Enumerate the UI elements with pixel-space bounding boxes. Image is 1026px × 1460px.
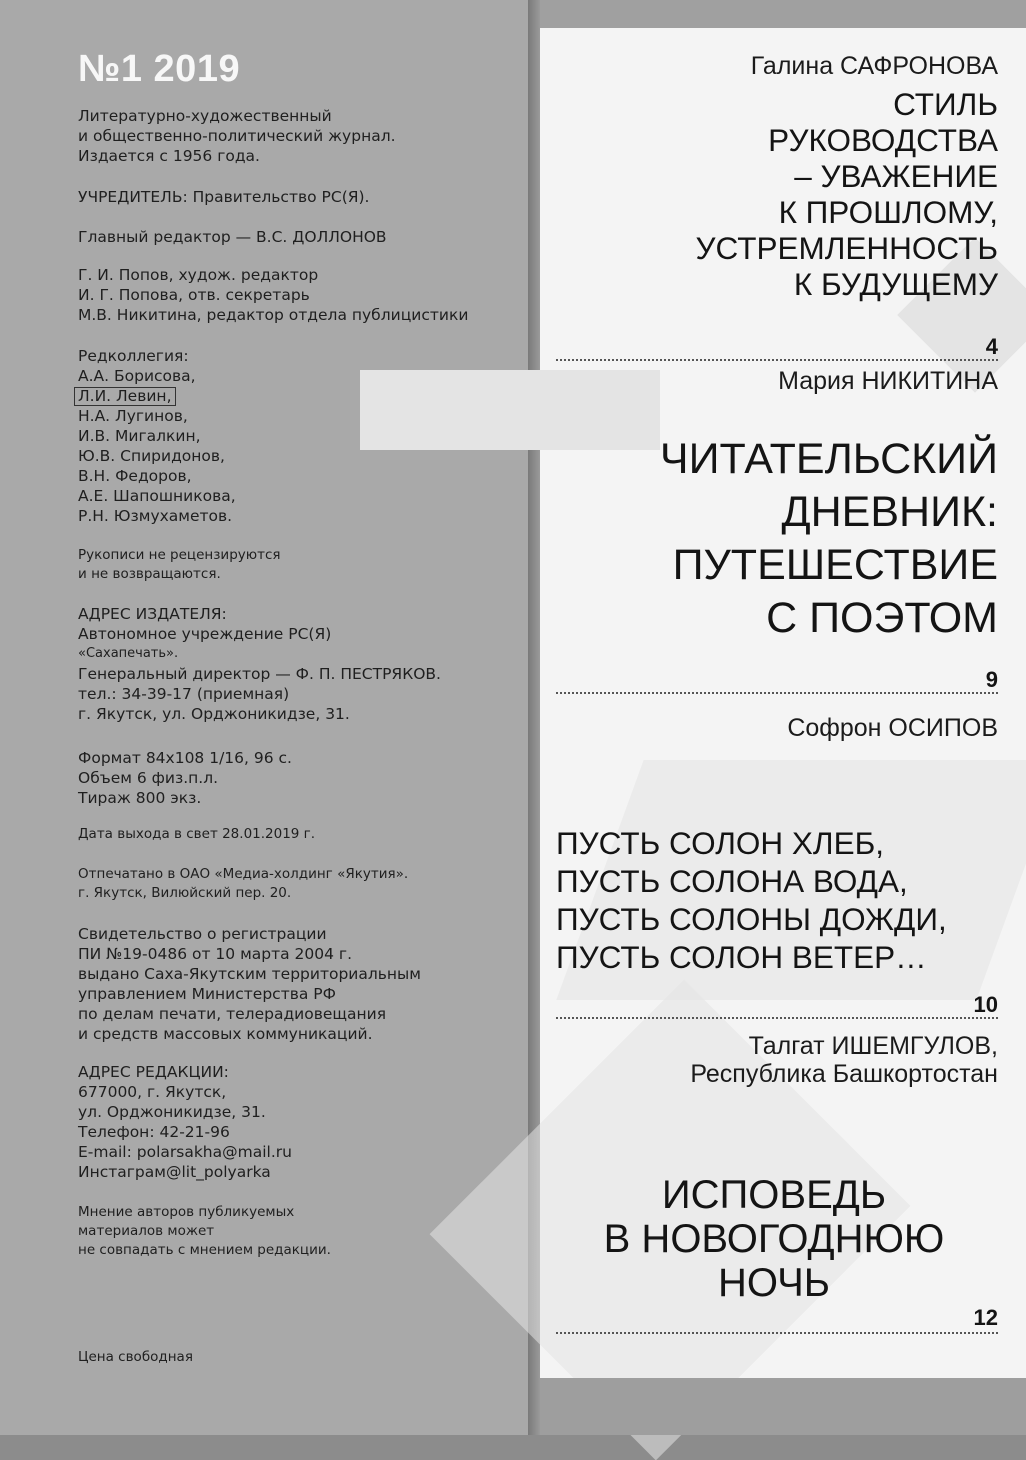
board-member: А.Е. Шапошникова, <box>78 487 236 505</box>
publisher-line: г. Якутск, ул. Орджоникидзе, 31. <box>78 705 350 723</box>
founder-text: УЧРЕДИТЕЛЬ: Правительство РС(Я). <box>78 188 370 206</box>
chief-editor-text: Главный редактор — В.С. ДОЛЛОНОВ <box>78 228 387 246</box>
page-number: 10 <box>973 992 998 1017</box>
board-member: И.В. Мигалкин, <box>78 427 201 445</box>
founder <box>78 187 369 207</box>
article-author: Мария НИКИТИНА <box>778 367 998 395</box>
page-top-edge <box>540 0 1026 28</box>
article-title <box>556 824 947 976</box>
description-line: Литературно-художественный <box>78 107 332 125</box>
title-line: ЧИТАТЕЛЬСКИЙ <box>659 435 998 483</box>
dotted-leader <box>556 1332 998 1334</box>
price-text: Цена свободная <box>78 1349 193 1365</box>
author-location: Республика Башкортостан <box>690 1060 998 1088</box>
article-author <box>690 1032 998 1088</box>
registration-line: ПИ №19-0486 от 10 марта 2004 г. <box>78 945 353 963</box>
journal-description <box>78 106 396 166</box>
note-line: и не возвращаются. <box>78 566 221 582</box>
dotted-leader <box>556 692 998 694</box>
publisher-line: АДРЕС ИЗДАТЕЛЯ: <box>78 605 227 623</box>
disclaimer-line: не совпадать с мнением редакции. <box>78 1242 331 1258</box>
article-title <box>695 86 998 302</box>
title-line: К ПРОШЛОМУ, <box>778 194 998 230</box>
title-line: ИСПОВЕДЬ <box>661 1173 887 1217</box>
article-title <box>574 1173 974 1305</box>
board-member: А.А. Борисова, <box>78 367 196 385</box>
description-line: и общественно-политический журнал. <box>78 127 396 145</box>
page-number: 9 <box>985 667 998 692</box>
board-member: Ю.В. Спиридонов, <box>78 447 225 465</box>
editorial-address <box>78 1062 292 1182</box>
instagram-text: Инстаграм@lit_polyarka <box>78 1163 271 1181</box>
title-line: ПУТЕШЕСТВИЕ <box>672 541 998 589</box>
disclaimer-line: материалов может <box>78 1223 215 1239</box>
title-line: ПУСТЬ СОЛОН ВЕТЕР… <box>556 939 927 975</box>
publisher-line: Автономное учреждение РС(Я) <box>78 625 332 643</box>
publisher-line: «Сахапечать». <box>78 646 179 661</box>
registration-line: управлением Министерства РФ <box>78 985 336 1003</box>
title-line: СТИЛЬ <box>893 86 998 122</box>
editorial-line: Телефон: 42-21-96 <box>78 1123 230 1141</box>
title-line: ПУСТЬ СОЛОНА ВОДА, <box>556 863 908 899</box>
disclaimer-line: Мнение авторов публикуемых <box>78 1204 295 1220</box>
editorial-line: 677000, г. Якутск, <box>78 1083 227 1101</box>
title-line: ПУСТЬ СОЛОНЫ ДОЖДИ, <box>556 901 947 937</box>
title-line: ДНЕВНИК: <box>781 488 998 536</box>
editorial-board <box>78 346 236 526</box>
publisher-line: тел.: 34-39-17 (приемная) <box>78 685 290 703</box>
board-title: Редколлегия: <box>78 347 189 365</box>
title-line: К БУДУЩЕМУ <box>793 266 998 302</box>
printed-line: Отпечатано в ОАО «Медиа-холдинг «Якутия». <box>78 866 409 882</box>
board-member-boxed: Л.И. Левин, <box>74 387 176 406</box>
staff-item: М.В. Никитина, редактор отдела публицистики <box>78 306 469 324</box>
registration-line: по делам печати, телерадиовещания <box>78 1005 387 1023</box>
title-line: УСТРЕМЛЕННОСТЬ <box>695 230 998 266</box>
format-line: Тираж 800 экз. <box>78 789 202 807</box>
chief-editor <box>78 227 387 247</box>
page-number: 12 <box>973 1305 998 1330</box>
title-line: ПУСТЬ СОЛОН ХЛЕБ, <box>556 825 885 861</box>
title-line: НОЧЬ <box>717 1261 831 1305</box>
dotted-leader <box>556 1017 998 1019</box>
board-member: В.Н. Федоров, <box>78 467 192 485</box>
staff-item: Г. И. Попов, худож. редактор <box>78 266 319 284</box>
email-text: E-mail: polarsakha@mail.ru <box>78 1143 292 1161</box>
registration-info <box>78 924 421 1044</box>
format-line: Объем 6 физ.п.л. <box>78 769 219 787</box>
staff-list <box>78 265 468 325</box>
title-line: С ПОЭТОМ <box>766 594 998 642</box>
price <box>78 1348 193 1367</box>
manuscripts-note <box>78 546 281 584</box>
dotted-leader <box>556 359 998 361</box>
board-member: Н.А. Лугинов, <box>78 407 188 425</box>
page-bottom-edge <box>540 1378 1026 1435</box>
format-info <box>78 748 292 808</box>
staff-item: И. Г. Попова, отв. секретарь <box>78 286 310 304</box>
registration-line: Свидетельство о регистрации <box>78 925 327 943</box>
title-line: – УВАЖЕНИЕ <box>794 158 998 194</box>
registration-line: и средств массовых коммуникаций. <box>78 1025 373 1043</box>
author-line: Талгат ИШЕМГУЛОВ, <box>748 1032 998 1060</box>
title-line: РУКОВОДСТВА <box>768 122 998 158</box>
page-number: 4 <box>985 334 998 359</box>
editorial-line: ул. Орджоникидзе, 31. <box>78 1103 266 1121</box>
format-line: Формат 84х108 1/16, 96 с. <box>78 749 292 767</box>
title-line: В НОВОГОДНЮЮ <box>603 1217 945 1261</box>
article-author: Софрон ОСИПОВ <box>787 714 998 742</box>
issue-number: №1 2019 <box>78 48 241 90</box>
article-title <box>660 433 998 645</box>
publisher-address <box>78 604 441 724</box>
article-author: Галина САФРОНОВА <box>750 52 998 80</box>
registration-line: выдано Саха-Якутским территориальным <box>78 965 421 983</box>
editorial-line: АДРЕС РЕДАКЦИИ: <box>78 1063 229 1081</box>
release-date <box>78 825 315 844</box>
publisher-line: Генеральный директор — Ф. П. ПЕСТРЯКОВ. <box>78 665 441 683</box>
description-line: Издается с 1956 года. <box>78 147 260 165</box>
release-text: Дата выхода в свет 28.01.2019 г. <box>78 826 316 842</box>
disclaimer <box>78 1203 331 1260</box>
board-member: Р.Н. Юзмухаметов. <box>78 507 233 525</box>
note-line: Рукописи не рецензируются <box>78 547 281 563</box>
printed-at <box>78 865 408 903</box>
printed-line: г. Якутск, Вилюйский пер. 20. <box>78 885 292 901</box>
watermark-shape <box>360 370 660 450</box>
